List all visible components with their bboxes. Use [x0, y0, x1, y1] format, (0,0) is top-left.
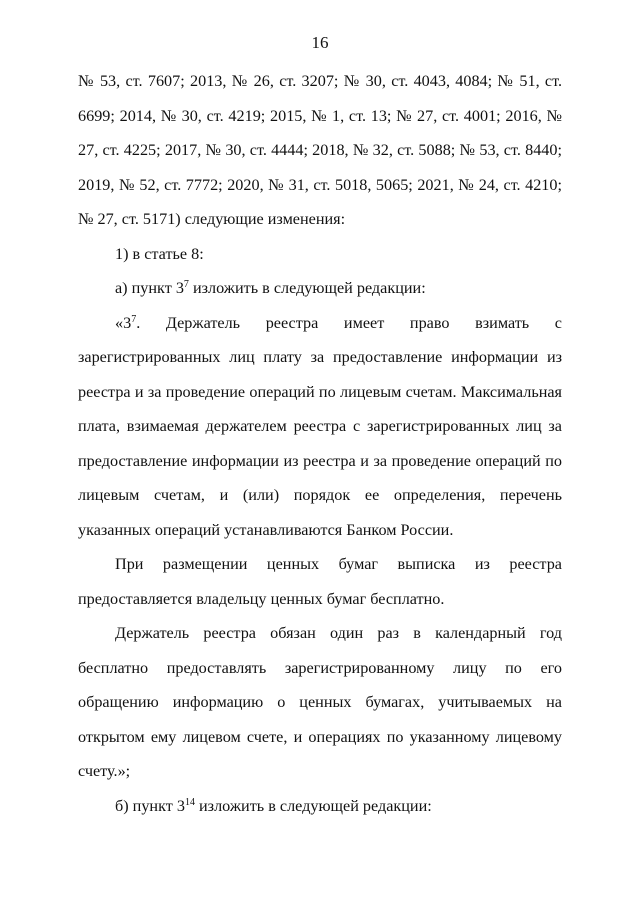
- text-run: 1) в статье 8:: [115, 244, 204, 263]
- text-run: изложить в следующей редакции:: [188, 279, 426, 297]
- text-run: б) пункт 3: [115, 796, 185, 815]
- text-run: При размещении ценных бумаг выписка из реестра предоставляется владельцу ценных бумаг бесплатно.: [78, 555, 562, 608]
- superscript: 7: [131, 313, 137, 325]
- document-body: [78, 64, 562, 823]
- text-run: а) пункт 3: [115, 279, 184, 297]
- paragraph-p7: [78, 789, 562, 824]
- paragraph-p6: [78, 616, 562, 789]
- text-run: изложить в следующей редакции:: [194, 796, 432, 815]
- superscript: 14: [184, 796, 195, 808]
- page-number: 16: [311, 33, 329, 52]
- paragraph-p1: [78, 64, 562, 237]
- text-run: № 53, ст. 7607; 2013, № 26, ст. 3207; № 30, ст. 4043, 4084; № 51, ст. 6699; 2014, № 30, ст. 4219; 2015, № 1, ст. 13; № 27, ст. 4001; 2016, № 27, ст. 4225; 2017, № 30, ст. 4444; 2018, № 32, ст. 5088; № 53, ст. 8440; 2019, № 52, ст. 7772; 2020, № 31, ст. 5018, 5065; 2021, № 24, ст. 4210; № 27, ст. 5171) следующие изменения:: [78, 72, 562, 228]
- text-run: Держатель реестра обязан один раз в календарный год бесплатно предоставлять зарегистрированному лицу по его обращению информацию о ценных бумагах, учитываемых на открытом ему лицевом счете, и операциях по указанному лицевому счету.»;: [78, 624, 562, 780]
- paragraph-p5: [78, 547, 562, 616]
- superscript: 7: [183, 279, 189, 290]
- paragraph-p3: [78, 271, 562, 306]
- paragraph-p4: [78, 306, 562, 548]
- text-run: . Держатель реестра имеет право взимать с зарегистрированных лиц плату за предоставление информации из реестра и за проведение операций по лицевым счетам. Максимальная плата, взимаемая держателем реестра с зарегистрированных лиц за предоставление информации из реестра и за проведение операций по лицевым счетам, и (или) порядок ее определения, перечень указанных операций устанавливаются Банком России.: [78, 313, 562, 539]
- paragraph-p2: [78, 237, 562, 272]
- text-run: «3: [115, 313, 132, 332]
